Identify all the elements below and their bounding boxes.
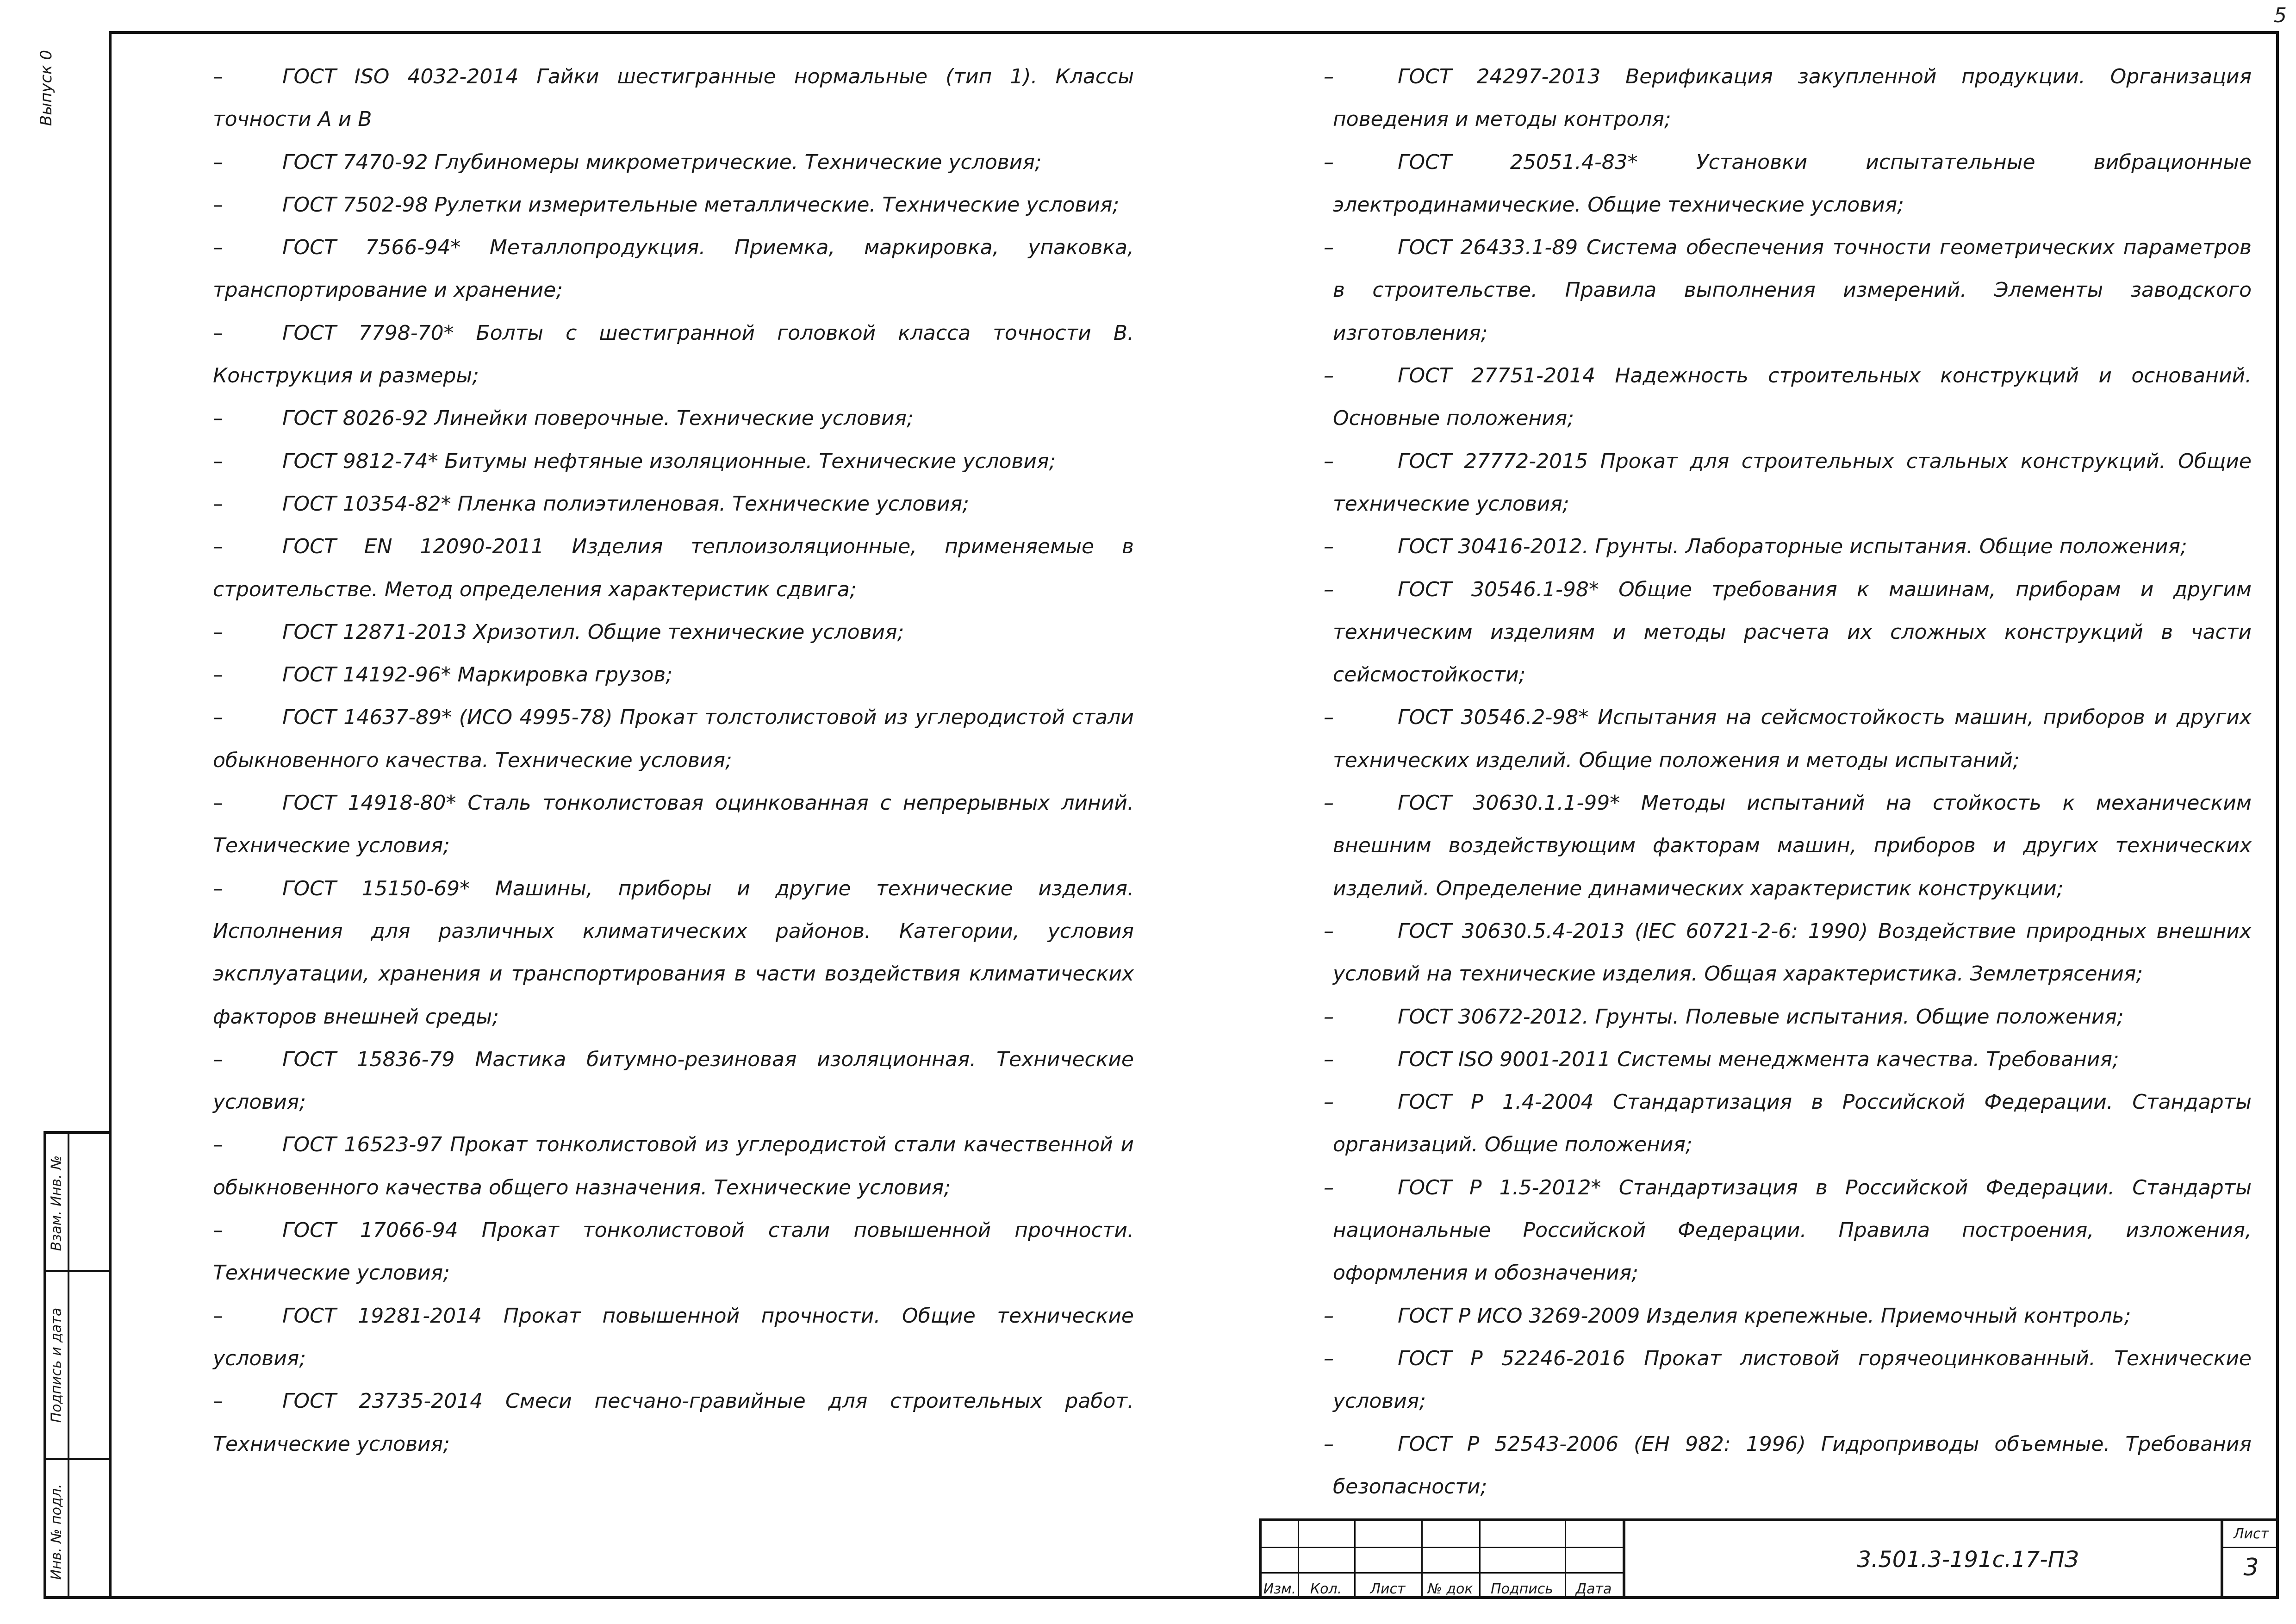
- list-dash: –: [213, 321, 223, 345]
- header-signature: Подпись: [1491, 1581, 1553, 1597]
- list-dash: –: [213, 876, 223, 900]
- side-stamp: [44, 1131, 109, 1599]
- standard-list-item: [213, 226, 1134, 312]
- list-dash: –: [1324, 1047, 1334, 1071]
- standard-list-item: [213, 1124, 1134, 1209]
- standard-text: ГОСТ 16523-97 Прокат тонколистовой из углеродистой стали качественной и обыкновенного качества общего назначения. Технические условия;: [213, 1133, 1134, 1199]
- standard-text: ГОСТ Р 52543-2006 (ЕН 982: 1996) Гидроприводы объемные. Требования безопасности;: [1333, 1432, 2252, 1499]
- stamp-label-signature-date: Подпись и дата: [48, 1307, 65, 1423]
- list-dash: –: [213, 1047, 223, 1071]
- standard-list-item: [1324, 696, 2252, 782]
- list-dash: –: [1324, 706, 1334, 730]
- standard-list-item: [213, 397, 1134, 440]
- header-sheet: Лист: [1370, 1581, 1406, 1597]
- standard-text: ГОСТ 10354-82* Пленка полиэтиленовая. Технические условия;: [282, 492, 970, 516]
- list-dash: –: [213, 1218, 223, 1243]
- standard-list-item: [1324, 910, 2252, 996]
- standard-text: ГОСТ 25051.4-83* Установки испытательные вибрационные электродинамические. Общие технические условия;: [1333, 150, 2252, 217]
- standard-text: ГОСТ 27751-2014 Надежность строительных конструкций и оснований. Основные положения;: [1333, 364, 2252, 431]
- standard-text: ГОСТ ISO 9001-2011 Системы менеджмента качества. Требования;: [1398, 1047, 2119, 1071]
- header-doc-number: № док: [1427, 1581, 1473, 1597]
- document-code: 3.501.3-191с.17-ПЗ: [1857, 1547, 2079, 1573]
- title-block: [1259, 1518, 2279, 1599]
- standard-list-item: [1324, 1167, 2252, 1295]
- standard-list-item: [1324, 440, 2252, 526]
- list-dash: –: [1324, 791, 1334, 815]
- standard-text: ГОСТ Р 1.4-2004 Стандартизация в Российской Федерации. Стандарты организаций. Общие положения;: [1333, 1090, 2252, 1157]
- list-dash: –: [213, 449, 223, 473]
- list-dash: –: [213, 706, 223, 730]
- standard-list-item: [1324, 141, 2252, 227]
- standard-list-item: [1324, 1081, 2252, 1167]
- list-dash: –: [213, 1389, 223, 1413]
- list-dash: –: [213, 1133, 223, 1157]
- standard-list-item: [213, 483, 1134, 525]
- standard-list-item: [213, 1038, 1134, 1124]
- standard-text: ГОСТ 15150-69* Машины, приборы и другие технические изделия. Исполнения для различных климатических районов. Категории, условия эксплуатации, хранения и транспортирования в части воздействия климатических факторов внешней среды;: [213, 876, 1134, 1029]
- standard-text: ГОСТ 27772-2015 Прокат для строительных стальных конструкций. Общие технические условия;: [1333, 449, 2252, 516]
- standard-list-item: [213, 56, 1134, 141]
- page-number: 5: [2274, 4, 2287, 27]
- list-dash: –: [1324, 449, 1334, 473]
- standard-text: ГОСТ 23735-2014 Смеси песчано-гравийные для строительных работ. Технические условия;: [213, 1389, 1134, 1456]
- standard-list-item: [1324, 56, 2252, 141]
- standard-text: ГОСТ 12871-2013 Хризотил. Общие технические условия;: [282, 620, 904, 644]
- list-dash: –: [213, 492, 223, 516]
- standard-text: ГОСТ EN 12090-2011 Изделия теплоизоляционные, применяемые в строительстве. Метод определения характеристик сдвига;: [213, 535, 1134, 601]
- standard-text: ГОСТ Р 1.5-2012* Стандартизация в Российской Федерации. Стандарты национальные Российской Федерации. Правила построения, изложения, оформления и обозначения;: [1333, 1175, 2252, 1285]
- right-column: [1324, 56, 2252, 1508]
- edition-label: Выпуск 0: [37, 50, 56, 126]
- standard-list-item: [213, 868, 1134, 1038]
- standard-list-item: [1324, 996, 2252, 1038]
- standard-list-item: [1324, 1295, 2252, 1337]
- standard-text: ГОСТ 7566-94* Металлопродукция. Приемка, маркировка, упаковка, транспортирование и хранение;: [213, 236, 1134, 302]
- list-dash: –: [1324, 236, 1334, 260]
- list-dash: –: [1324, 1005, 1334, 1029]
- standard-list-item: [213, 440, 1134, 483]
- stamp-label-original-inventory: Инв. № подл.: [48, 1484, 65, 1580]
- list-dash: –: [213, 150, 223, 174]
- list-dash: –: [213, 406, 223, 431]
- standard-text: ГОСТ 14637-89* (ИСО 4995-78) Прокат толстолистовой из углеродистой стали обыкновенного качества. Технические условия;: [213, 706, 1134, 772]
- standard-list-item: [213, 312, 1134, 398]
- standard-list-item: [1324, 782, 2252, 910]
- standard-text: ГОСТ 9812-74* Битумы нефтяные изоляционные. Технические условия;: [282, 449, 1056, 473]
- standard-text: ГОСТ 7470-92 Глубиномеры микрометрические. Технические условия;: [282, 150, 1042, 174]
- standard-text: ГОСТ 30416-2012. Грунты. Лабораторные испытания. Общие положения;: [1398, 535, 2187, 559]
- standard-list-item: [213, 1209, 1134, 1295]
- standard-text: ГОСТ Р 52246-2016 Прокат листовой горячеоцинкованный. Технические условия;: [1333, 1346, 2252, 1413]
- stamp-label-replacement: Взам. Инв. №: [48, 1155, 65, 1251]
- standard-text: ГОСТ 30672-2012. Грунты. Полевые испытания. Общие положения;: [1398, 1005, 2124, 1029]
- standard-list-item: [1324, 1423, 2252, 1509]
- list-dash: –: [1324, 919, 1334, 943]
- standard-text: ГОСТ 14192-96* Маркировка грузов;: [282, 663, 673, 687]
- standard-text: ГОСТ 26433.1-89 Система обеспечения точности геометрических параметров в строительстве. Правила выполнения измерений. Элементы заводского изготовления;: [1333, 236, 2252, 345]
- standard-list-item: [213, 782, 1134, 868]
- grid-row-line: [1262, 1572, 1623, 1574]
- stamp-divider: [46, 1270, 112, 1272]
- standard-list-item: [213, 141, 1134, 184]
- sheet-number: 3: [2243, 1554, 2259, 1581]
- standard-text: ГОСТ 15836-79 Мастика битумно-резиновая изоляционная. Технические условия;: [213, 1047, 1134, 1114]
- list-dash: –: [1324, 1175, 1334, 1199]
- header-quantity: Кол.: [1310, 1581, 1342, 1597]
- stamp-vline: [68, 1134, 69, 1596]
- standard-list-item: [1324, 568, 2252, 697]
- list-dash: –: [213, 535, 223, 559]
- standard-list-item: [213, 1295, 1134, 1380]
- list-dash: –: [213, 65, 223, 88]
- standard-text: ГОСТ 17066-94 Прокат тонколистовой стали повышенной прочности. Технические условия;: [213, 1218, 1134, 1285]
- list-dash: –: [1324, 577, 1334, 601]
- standard-list-item: [1324, 525, 2252, 568]
- grid-row-line: [1262, 1547, 1623, 1548]
- standard-list-item: [213, 696, 1134, 782]
- sheet-label: Лист: [2223, 1521, 2279, 1548]
- standard-text: ГОСТ 30630.1.1-99* Методы испытаний на стойкость к механическим внешним воздействующим факторам машин, приборов и других технических изделий. Определение динамических характеристик конструкции;: [1333, 791, 2252, 900]
- document-code-cell: [1623, 1521, 2296, 1599]
- standard-list-item: [1324, 1038, 2252, 1081]
- header-date: Дата: [1575, 1581, 1612, 1597]
- standard-list-item: [1324, 1337, 2252, 1423]
- list-dash: –: [1324, 1346, 1334, 1370]
- standard-list-item: [213, 611, 1134, 654]
- standard-list-item: [213, 525, 1134, 611]
- stamp-divider: [46, 1458, 112, 1460]
- standard-text: ГОСТ 14918-80* Сталь тонколистовая оцинкованная с непрерывных линий. Технические условия;: [213, 791, 1134, 858]
- header-change: Изм.: [1263, 1581, 1296, 1597]
- sheet-cell: [2221, 1521, 2279, 1599]
- list-dash: –: [213, 1304, 223, 1328]
- list-dash: –: [213, 193, 223, 217]
- standard-text: ГОСТ 7502-98 Рулетки измерительные металлические. Технические условия;: [282, 193, 1120, 217]
- list-dash: –: [213, 791, 223, 815]
- standard-text: ГОСТ 19281-2014 Прокат повышенной прочности. Общие технические условия;: [213, 1304, 1134, 1370]
- list-dash: –: [1324, 1090, 1334, 1114]
- standard-text: ГОСТ 30546.2-98* Испытания на сейсмостойкость машин, приборов и других технических изделий. Общие положения и методы испытаний;: [1333, 706, 2252, 772]
- standard-text: ГОСТ Р ИСО 3269-2009 Изделия крепежные. Приемочный контроль;: [1398, 1304, 2131, 1328]
- standard-text: ГОСТ 30630.5.4-2013 (IEC 60721-2-6: 1990) Воздействие природных внешних условий на технические изделия. Общая характеристика. Землетрясения;: [1333, 919, 2252, 986]
- list-dash: –: [1324, 65, 1334, 88]
- standard-list-item: [213, 184, 1134, 226]
- left-column: [213, 56, 1134, 1466]
- list-dash: –: [1324, 1432, 1334, 1456]
- list-dash: –: [1324, 1304, 1334, 1328]
- standard-list-item: [1324, 226, 2252, 355]
- list-dash: –: [1324, 150, 1334, 174]
- list-dash: –: [213, 620, 223, 644]
- standard-text: ГОСТ 7798-70* Болты с шестигранной головкой класса точности В. Конструкция и размеры;: [213, 321, 1134, 388]
- standard-text: ГОСТ ISO 4032-2014 Гайки шестигранные нормальные (тип 1). Классы точности А и В: [213, 65, 1134, 131]
- list-dash: –: [213, 663, 223, 687]
- standard-text: ГОСТ 30546.1-98* Общие требования к машинам, приборам и другим техническим изделиям и методы расчета их сложных конструкций в части сейсмостойкости;: [1333, 577, 2252, 687]
- standard-text: ГОСТ 24297-2013 Верификация закупленной продукции. Организация поведения и методы контроля;: [1333, 65, 2252, 131]
- standard-text: ГОСТ 8026-92 Линейки поверочные. Технические условия;: [282, 406, 914, 431]
- standard-list-item: [213, 654, 1134, 696]
- standard-list-item: [1324, 355, 2252, 440]
- standard-list-item: [213, 1380, 1134, 1466]
- list-dash: –: [213, 236, 223, 260]
- list-dash: –: [1324, 535, 1334, 559]
- list-dash: –: [1324, 364, 1334, 388]
- revision-grid: [1262, 1521, 1623, 1599]
